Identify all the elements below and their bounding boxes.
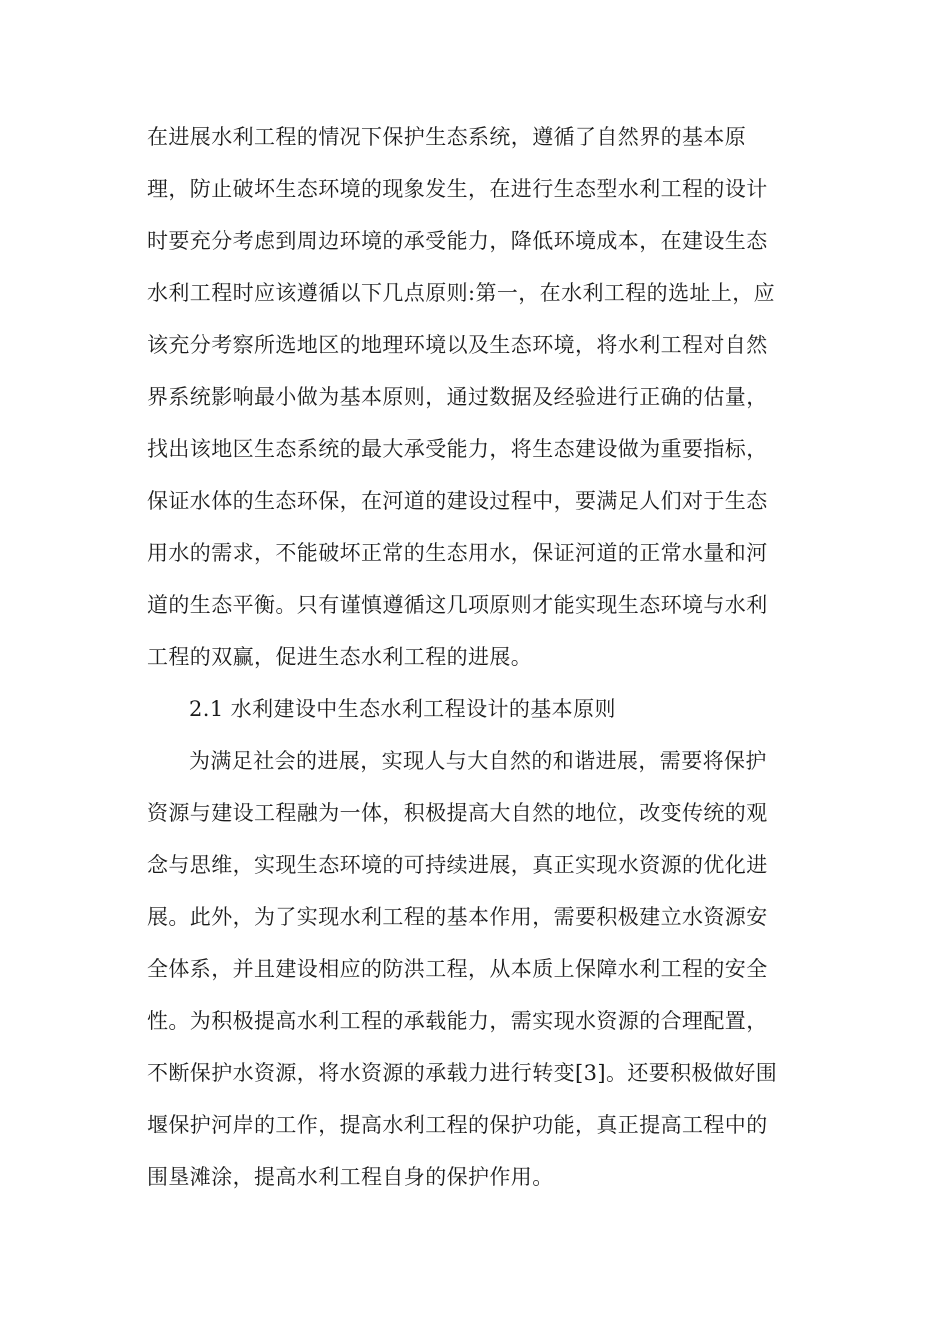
section-heading: 2.1 水利建设中生态水利工程设计的基本原则: [189, 697, 616, 721]
paragraph-1-line-3: 时要充分考虑到周边环境的承受能力，降低环境成本，在建设生态: [147, 229, 768, 253]
paragraph-2-line-7: 不断保护水资源，将水资源的承载力进行转变[3]。还要积极做好围: [147, 1061, 778, 1085]
paragraph-1-line-6: 界系统影响最小做为基本原则，通过数据及经验进行正确的估量，: [147, 385, 768, 409]
paragraph-1-line-2: 理，防止破坏生态环境的现象发生，在进行生态型水利工程的设计: [147, 177, 768, 201]
paragraph-2-line-6: 性。为积极提高水利工程的承载能力，需实现水资源的合理配置，: [147, 1009, 768, 1033]
paragraph-1-line-1: 在进展水利工程的情况下保护生态系统，遵循了自然界的基本原: [147, 125, 747, 149]
paragraph-1-line-9: 用水的需求，不能破坏正常的生态用水，保证河道的正常水量和河: [147, 541, 768, 565]
paragraph-1-line-8: 保证水体的生态环保，在河道的建设过程中，要满足人们对于生态: [147, 489, 768, 513]
paragraph-2-line-4: 展。此外，为了实现水利工程的基本作用，需要积极建立水资源安: [147, 905, 768, 929]
paragraph-2-line-9: 围垦滩涂，提高水利工程自身的保护作用。: [147, 1165, 554, 1189]
paragraph-2-line-3: 念与思维，实现生态环境的可持续进展，真正实现水资源的优化进: [147, 853, 768, 877]
paragraph-2-line-5: 全体系，并且建设相应的防洪工程，从本质上保障水利工程的安全: [147, 957, 768, 981]
paragraph-2-line-1: 为满足社会的进展，实现人与大自然的和谐进展，需要将保护: [189, 749, 767, 773]
paragraph-1-line-7: 找出该地区生态系统的最大承受能力，将生态建设做为重要指标，: [147, 437, 768, 461]
paragraph-1-line-10: 道的生态平衡。只有谨慎遵循这几项原则才能实现生态环境与水利: [147, 593, 768, 617]
paragraph-1-line-5: 该充分考察所选地区的地理环境以及生态环境，将水利工程对自然: [147, 333, 768, 357]
paragraph-1-line-11: 工程的双赢，促进生态水利工程的进展。: [147, 645, 533, 669]
paragraph-2-line-8: 堰保护河岸的工作，提高水利工程的保护功能，真正提高工程中的: [147, 1113, 768, 1137]
paragraph-1-line-4: 水利工程时应该遵循以下几点原则:第一，在水利工程的选址上，应: [147, 281, 776, 305]
paragraph-2-line-2: 资源与建设工程融为一体，积极提高大自然的地位，改变传统的观: [147, 801, 768, 825]
